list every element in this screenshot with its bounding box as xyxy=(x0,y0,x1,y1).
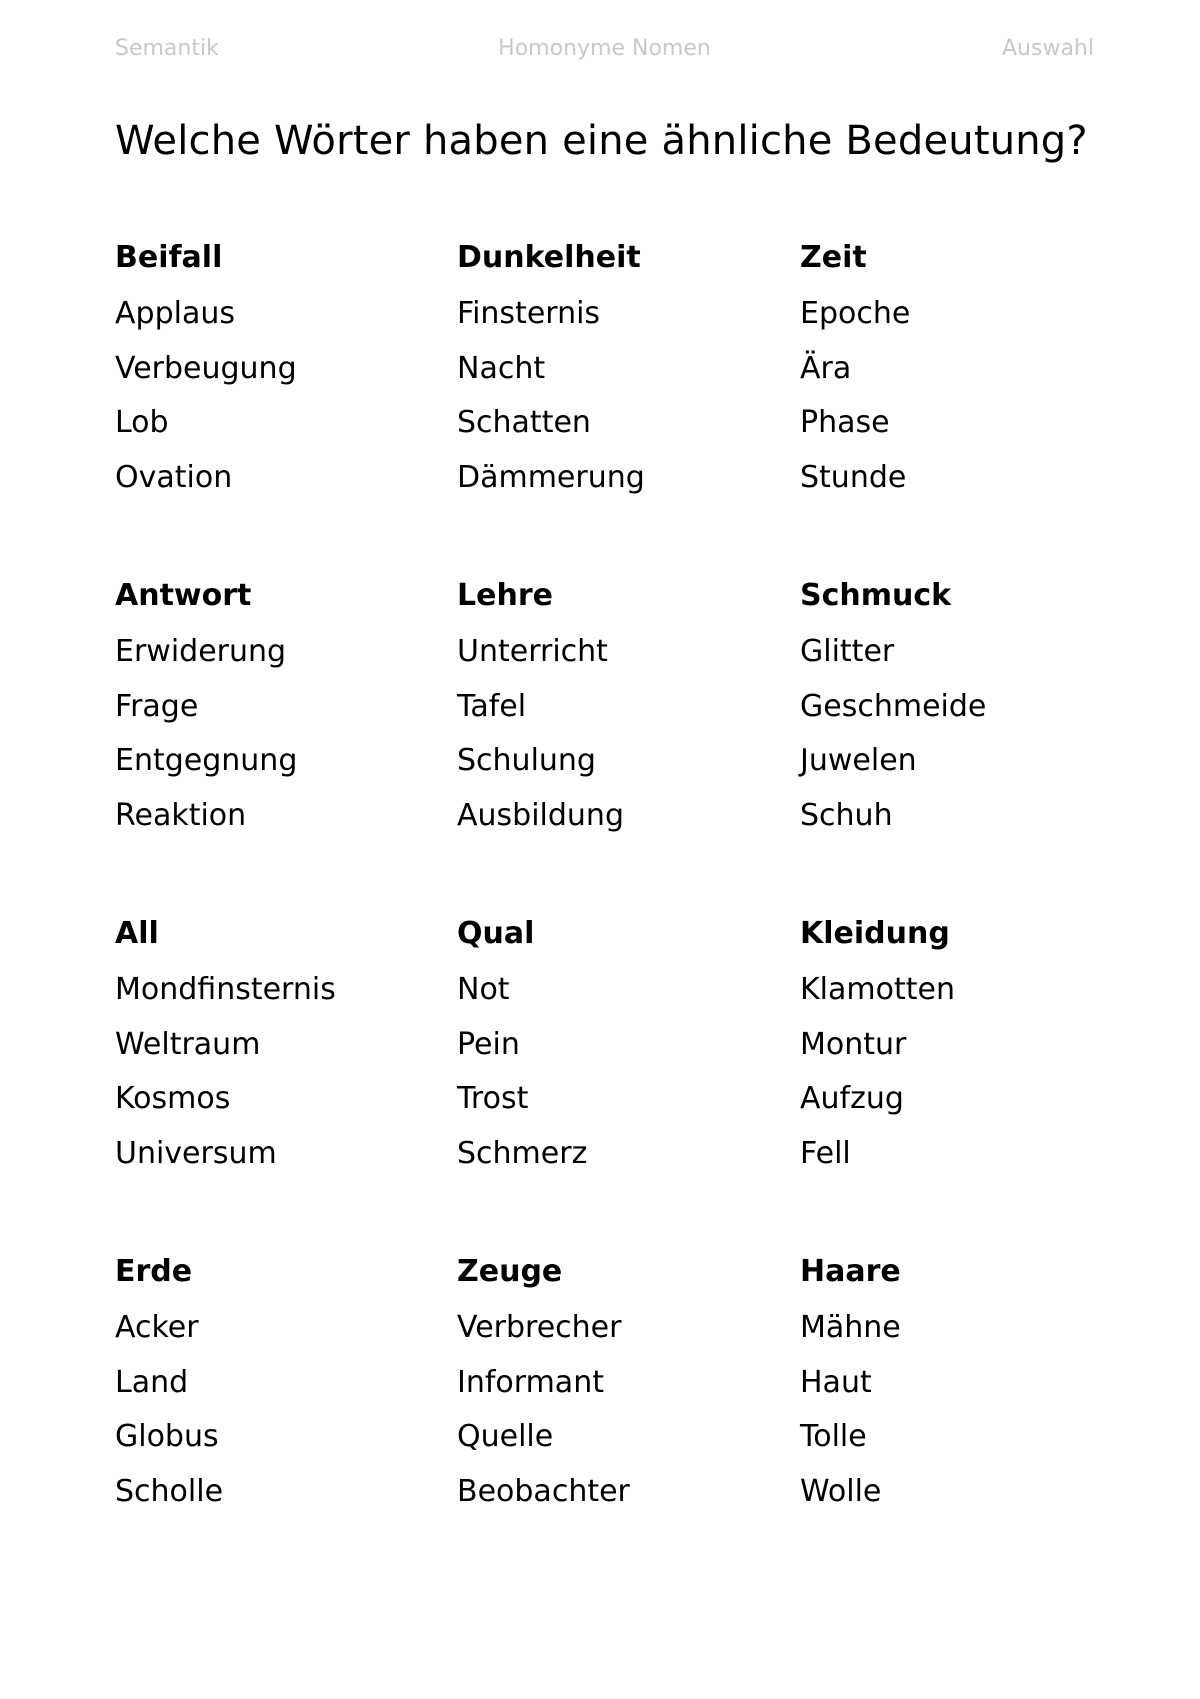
word-option[interactable]: Klamotten xyxy=(800,972,955,1007)
header-category: Semantik xyxy=(115,36,219,61)
word-option[interactable]: Frage xyxy=(115,688,199,724)
word-option[interactable]: Ovation xyxy=(115,459,233,495)
word-option[interactable]: Unterricht xyxy=(457,634,608,669)
word-option[interactable]: Applaus xyxy=(115,296,235,331)
word-option[interactable]: Geschmeide xyxy=(800,688,987,724)
word-option[interactable]: Globus xyxy=(115,1419,219,1454)
group-heading: Beifall xyxy=(115,240,223,275)
word-option[interactable]: Aufzug xyxy=(800,1081,904,1116)
word-group xyxy=(457,1254,800,1592)
word-group xyxy=(457,916,800,1254)
word-option[interactable]: Land xyxy=(115,1364,189,1400)
word-option[interactable]: Mähne xyxy=(800,1310,901,1345)
group-heading: Zeit xyxy=(800,240,867,275)
word-option[interactable]: Schulung xyxy=(457,743,596,778)
word-option[interactable]: Verbrecher xyxy=(457,1310,622,1345)
word-option[interactable]: Pein xyxy=(457,1026,520,1062)
group-heading: Zeuge xyxy=(457,1254,563,1289)
word-group xyxy=(115,1254,457,1592)
word-group xyxy=(800,916,1115,1254)
word-group xyxy=(457,578,800,916)
word-option[interactable]: Mondfinsternis xyxy=(115,972,336,1007)
group-heading: Erde xyxy=(115,1254,193,1289)
word-group xyxy=(115,916,457,1254)
word-group xyxy=(800,578,1115,916)
word-option[interactable]: Ära xyxy=(800,350,852,386)
word-option[interactable]: Glitter xyxy=(800,634,895,669)
word-option[interactable]: Wolle xyxy=(800,1473,882,1509)
word-option[interactable]: Phase xyxy=(800,405,890,440)
header-task-type: Auswahl xyxy=(1002,36,1094,61)
word-option[interactable]: Stunde xyxy=(800,459,907,495)
word-option[interactable]: Haut xyxy=(800,1364,872,1400)
page-title: Welche Wörter haben eine ähnliche Bedeutung? xyxy=(115,118,1088,164)
word-group xyxy=(457,240,800,578)
word-option[interactable]: Tolle xyxy=(800,1419,867,1454)
word-option[interactable]: Kosmos xyxy=(115,1081,231,1116)
group-heading: All xyxy=(115,916,159,951)
word-groups-grid xyxy=(115,240,1115,1592)
word-option[interactable]: Epoche xyxy=(800,296,911,331)
word-group xyxy=(800,240,1115,578)
header-topic: Homonyme Nomen xyxy=(498,36,711,61)
word-group xyxy=(115,578,457,916)
word-option[interactable]: Fell xyxy=(800,1135,851,1171)
word-option[interactable]: Erwiderung xyxy=(115,634,287,669)
word-option[interactable]: Not xyxy=(457,972,510,1007)
group-heading: Dunkelheit xyxy=(457,240,641,275)
word-option[interactable]: Juwelen xyxy=(800,743,917,778)
word-option[interactable]: Montur xyxy=(800,1026,907,1062)
word-option[interactable]: Weltraum xyxy=(115,1026,261,1062)
word-option[interactable]: Acker xyxy=(115,1310,199,1345)
word-option[interactable]: Universum xyxy=(115,1135,277,1171)
word-option[interactable]: Schmerz xyxy=(457,1135,588,1171)
word-option[interactable]: Entgegnung xyxy=(115,743,298,778)
word-option[interactable]: Ausbildung xyxy=(457,797,624,833)
word-option[interactable]: Schatten xyxy=(457,405,591,440)
group-heading: Haare xyxy=(800,1254,901,1289)
page-header xyxy=(115,36,1094,66)
group-heading: Antwort xyxy=(115,578,252,613)
word-option[interactable]: Trost xyxy=(457,1081,529,1116)
word-option[interactable]: Verbeugung xyxy=(115,350,297,386)
word-option[interactable]: Nacht xyxy=(457,350,546,386)
word-option[interactable]: Scholle xyxy=(115,1473,224,1509)
word-option[interactable]: Dämmerung xyxy=(457,459,645,495)
word-option[interactable]: Tafel xyxy=(457,688,527,724)
group-heading: Schmuck xyxy=(800,578,952,613)
word-option[interactable]: Lob xyxy=(115,405,169,440)
word-option[interactable]: Beobachter xyxy=(457,1473,630,1509)
word-group xyxy=(800,1254,1115,1592)
word-option[interactable]: Reaktion xyxy=(115,797,247,833)
word-group xyxy=(115,240,457,578)
word-option[interactable]: Schuh xyxy=(800,797,893,833)
word-option[interactable]: Finsternis xyxy=(457,296,601,331)
group-heading: Lehre xyxy=(457,578,553,613)
group-heading: Qual xyxy=(457,916,535,951)
word-option[interactable]: Informant xyxy=(457,1364,604,1400)
group-heading: Kleidung xyxy=(800,916,950,951)
word-option[interactable]: Quelle xyxy=(457,1419,554,1454)
